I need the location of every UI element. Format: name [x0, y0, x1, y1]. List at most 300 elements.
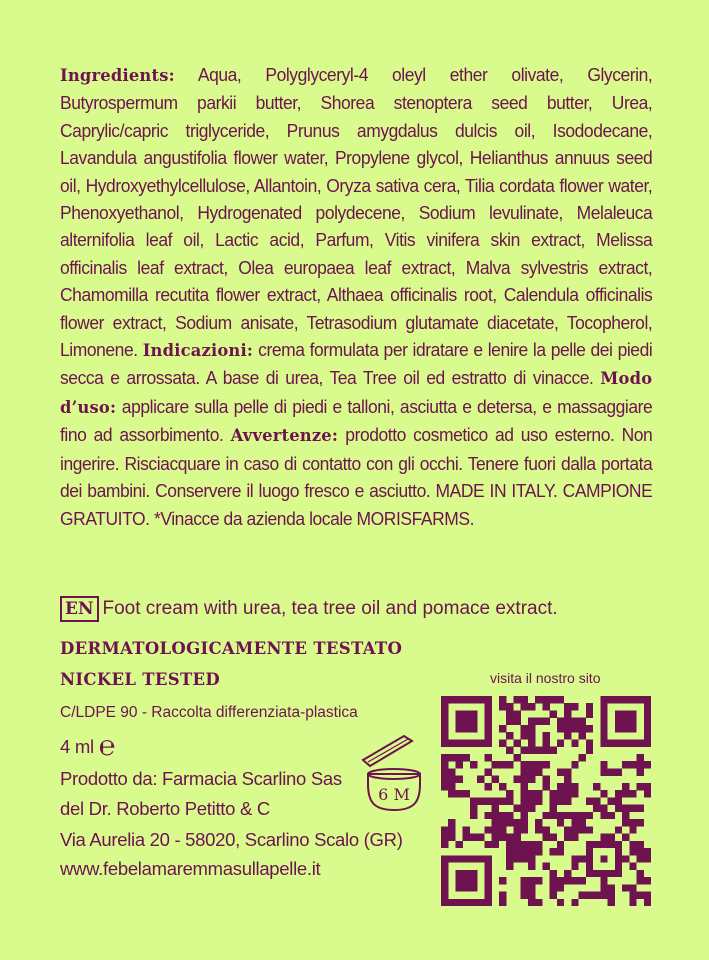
qr-module: [441, 834, 448, 841]
producer-website[interactable]: www.febelamaremmasullapelle.it: [60, 858, 321, 879]
qr-module: [506, 841, 513, 848]
qr-module: [608, 797, 615, 804]
qr-module: [615, 790, 622, 797]
qr-module: [622, 790, 629, 797]
qr-module: [629, 790, 636, 797]
avvertenze-heading: Avvertenze:: [230, 426, 339, 447]
qr-module: [600, 710, 607, 717]
qr-module: [557, 884, 564, 891]
qr-module: [455, 899, 462, 906]
qr-module: [506, 797, 513, 804]
qr-module: [484, 797, 491, 804]
qr-module: [484, 863, 491, 870]
qr-module: [463, 725, 470, 732]
qr-module: [593, 805, 600, 812]
qr-module: [477, 776, 484, 783]
qr-module: [455, 718, 462, 725]
qr-module: [492, 805, 499, 812]
qr-code[interactable]: [441, 696, 651, 906]
qr-module: [571, 855, 578, 862]
qr-module: [499, 703, 506, 710]
qr-module: [513, 718, 520, 725]
qr-module: [542, 696, 549, 703]
qr-module: [644, 783, 651, 790]
qr-module: [463, 877, 470, 884]
qr-module: [564, 826, 571, 833]
qr-module: [542, 732, 549, 739]
qr-module: [492, 834, 499, 841]
qr-module: [484, 739, 491, 746]
quantity: [60, 729, 116, 762]
qr-module: [608, 812, 615, 819]
qr-module: [608, 841, 615, 848]
qr-module: [571, 739, 578, 746]
qr-module: [535, 848, 542, 855]
qr-module: [484, 892, 491, 899]
qr-module: [564, 783, 571, 790]
qr-module: [615, 855, 622, 862]
modo-uso-heading: Modo d’uso:: [60, 369, 653, 418]
qr-module: [470, 812, 477, 819]
producer-address: Via Aurelia 20 - 58020, Scarlino Scalo (GR): [60, 829, 403, 850]
qr-module: [455, 870, 462, 877]
qr-module: [535, 841, 542, 848]
qr-module: [542, 812, 549, 819]
qr-module: [528, 718, 535, 725]
qr-module: [535, 826, 542, 833]
qr-module: [463, 696, 470, 703]
qr-module: [564, 703, 571, 710]
qr-module: [579, 892, 586, 899]
qr-module: [484, 768, 491, 775]
qr-module: [637, 739, 644, 746]
qr-module: [463, 710, 470, 717]
qr-module: [470, 855, 477, 862]
qr-module: [463, 739, 470, 746]
qr-module: [506, 812, 513, 819]
qr-module: [470, 725, 477, 732]
qr-module: [615, 725, 622, 732]
qr-module: [564, 732, 571, 739]
qr-module: [528, 797, 535, 804]
qr-module: [629, 863, 636, 870]
qr-module: [441, 884, 448, 891]
qr-module: [484, 783, 491, 790]
qr-module: [463, 754, 470, 761]
qr-module: [441, 870, 448, 877]
qr-module: [542, 718, 549, 725]
qr-module: [622, 812, 629, 819]
qr-module: [441, 696, 448, 703]
qr-module: [557, 696, 564, 703]
avvertenze-text: prodotto cosmetico ad uso esterno. Non ingerire. Risciacquare in caso di contatto con gli occhi. Tenere fuori dalla portata dei bambini. Conservere il luogo fresco e asciutto. MADE IN ITALY. CAMPIONE GRATUITO. *Vinacce da azienda locale MORISFARMS.: [60, 425, 653, 529]
qr-module: [535, 797, 542, 804]
qr-module: [470, 710, 477, 717]
qr-module: [506, 761, 513, 768]
qr-module: [470, 870, 477, 877]
qr-module: [499, 696, 506, 703]
qr-module: [644, 899, 651, 906]
quantity-value: 4 ml: [60, 736, 94, 757]
qr-module: [441, 732, 448, 739]
qr-module: [593, 892, 600, 899]
qr-module: [441, 739, 448, 746]
qr-module: [470, 834, 477, 841]
qr-module: [521, 812, 528, 819]
qr-module: [622, 805, 629, 812]
qr-module: [477, 739, 484, 746]
qr-module: [470, 797, 477, 804]
qr-module: [586, 855, 593, 862]
qr-module: [600, 768, 607, 775]
qr-module: [564, 870, 571, 877]
qr-module: [622, 761, 629, 768]
qr-module: [506, 855, 513, 862]
qr-module: [492, 841, 499, 848]
qr-module: [492, 761, 499, 768]
qr-module: [600, 696, 607, 703]
ingredients-paragraph: [60, 62, 652, 533]
qr-module: [455, 754, 462, 761]
qr-caption: visita il nostro sito: [490, 670, 601, 686]
qr-module: [521, 841, 528, 848]
qr-module: [513, 834, 520, 841]
qr-module: [492, 776, 499, 783]
qr-module: [557, 718, 564, 725]
qr-module: [535, 761, 542, 768]
qr-module: [448, 768, 455, 775]
qr-module: [521, 877, 528, 884]
qr-module: [477, 855, 484, 862]
qr-module: [448, 776, 455, 783]
qr-module: [521, 884, 528, 891]
qr-module: [484, 754, 491, 761]
qr-module: [637, 768, 644, 775]
qr-module: [484, 718, 491, 725]
qr-module: [586, 826, 593, 833]
qr-module: [608, 892, 615, 899]
qr-module: [600, 877, 607, 884]
qr-module: [463, 834, 470, 841]
qr-module: [629, 899, 636, 906]
qr-module: [477, 834, 484, 841]
qr-module: [484, 877, 491, 884]
qr-module: [600, 761, 607, 768]
qr-module: [564, 776, 571, 783]
qr-module: [506, 819, 513, 826]
qr-module: [542, 739, 549, 746]
qr-module: [448, 696, 455, 703]
producer-line-2: del Dr. Roberto Petitto & C: [60, 798, 270, 819]
qr-module: [600, 855, 607, 862]
qr-module: [535, 718, 542, 725]
qr-module: [615, 768, 622, 775]
qr-module: [550, 747, 557, 754]
qr-module: [441, 826, 448, 833]
qr-module: [470, 899, 477, 906]
qr-module: [542, 761, 549, 768]
qr-module: [557, 725, 564, 732]
qr-module: [484, 725, 491, 732]
english-text: Foot cream with urea, tea tree oil and pomace extract.: [102, 598, 558, 619]
qr-module: [528, 761, 535, 768]
qr-module: [550, 877, 557, 884]
qr-module: [521, 761, 528, 768]
qr-module: [615, 848, 622, 855]
qr-module: [455, 790, 462, 797]
qr-module: [615, 710, 622, 717]
qr-module: [586, 870, 593, 877]
qr-module: [506, 863, 513, 870]
qr-module: [557, 739, 564, 746]
qr-module: [564, 710, 571, 717]
qr-module: [622, 739, 629, 746]
qr-module: [441, 776, 448, 783]
open-jar-icon: [358, 732, 430, 816]
qr-module: [455, 739, 462, 746]
qr-module: [615, 826, 622, 833]
qr-module: [521, 892, 528, 899]
qr-module: [441, 855, 448, 862]
qr-module: [499, 819, 506, 826]
nickel-tested-claim: NICKEL TESTED: [60, 670, 221, 689]
qr-module: [528, 725, 535, 732]
qr-module: [455, 884, 462, 891]
qr-module: [644, 761, 651, 768]
qr-module: [441, 710, 448, 717]
qr-module: [557, 819, 564, 826]
qr-module: [593, 841, 600, 848]
qr-module: [542, 783, 549, 790]
qr-module: [608, 696, 615, 703]
qr-module: [644, 732, 651, 739]
qr-module: [528, 768, 535, 775]
qr-module: [644, 739, 651, 746]
qr-module: [441, 768, 448, 775]
qr-module: [455, 761, 462, 768]
qr-module: [463, 870, 470, 877]
qr-module: [463, 899, 470, 906]
qr-module: [637, 877, 644, 884]
qr-module: [448, 826, 455, 833]
qr-module: [629, 718, 636, 725]
qr-module: [470, 805, 477, 812]
qr-module: [608, 739, 615, 746]
qr-module: [637, 870, 644, 877]
qr-module: [557, 768, 564, 775]
qr-module: [528, 863, 535, 870]
qr-module: [571, 718, 578, 725]
qr-module: [448, 834, 455, 841]
qr-module: [571, 725, 578, 732]
qr-module: [441, 783, 448, 790]
qr-module: [448, 855, 455, 862]
qr-module: [521, 855, 528, 862]
qr-module: [644, 877, 651, 884]
qr-module: [542, 776, 549, 783]
qr-module: [557, 812, 564, 819]
qr-module: [542, 863, 549, 870]
qr-module: [528, 732, 535, 739]
qr-module: [521, 747, 528, 754]
qr-module: [586, 812, 593, 819]
qr-module: [629, 819, 636, 826]
qr-module: [550, 812, 557, 819]
qr-module: [600, 790, 607, 797]
qr-module: [513, 754, 520, 761]
qr-module: [535, 899, 542, 906]
qr-module: [521, 776, 528, 783]
qr-module: [564, 790, 571, 797]
qr-module: [463, 790, 470, 797]
qr-module: [550, 797, 557, 804]
qr-module: [593, 797, 600, 804]
dermatologically-tested-claim: DERMATOLOGICAMENTE TESTATO: [60, 639, 403, 658]
qr-module: [629, 805, 636, 812]
qr-module: [470, 761, 477, 768]
qr-module: [535, 768, 542, 775]
qr-module: [499, 877, 506, 884]
qr-module: [513, 848, 520, 855]
qr-module: [513, 696, 520, 703]
qr-module: [579, 855, 586, 862]
qr-module: [499, 826, 506, 833]
qr-module: [622, 696, 629, 703]
qr-module: [622, 884, 629, 891]
qr-module: [521, 797, 528, 804]
qr-module: [441, 877, 448, 884]
qr-module: [637, 892, 644, 899]
qr-module: [542, 826, 549, 833]
qr-module: [600, 892, 607, 899]
qr-module: [637, 761, 644, 768]
qr-module: [622, 710, 629, 717]
qr-module: [484, 855, 491, 862]
qr-module: [564, 877, 571, 884]
qr-module: [579, 725, 586, 732]
qr-module: [571, 783, 578, 790]
qr-module: [521, 848, 528, 855]
qr-module: [521, 819, 528, 826]
qr-module: [586, 739, 593, 746]
qr-module: [455, 725, 462, 732]
qr-module: [600, 841, 607, 848]
qr-module: [484, 899, 491, 906]
qr-module: [615, 718, 622, 725]
qr-module: [499, 739, 506, 746]
qr-module: [644, 855, 651, 862]
qr-module: [499, 892, 506, 899]
qr-module: [615, 841, 622, 848]
qr-module: [441, 718, 448, 725]
qr-module: [586, 797, 593, 804]
qr-module: [586, 841, 593, 848]
qr-module: [557, 848, 564, 855]
qr-module: [492, 812, 499, 819]
modo-uso-text: applicare sulla pelle di piedi e talloni, asciutta e detersa, e massaggiare fino ad assorbimento.: [60, 396, 653, 446]
qr-module: [528, 776, 535, 783]
qr-module: [557, 797, 564, 804]
qr-module: [629, 884, 636, 891]
qr-module: [586, 848, 593, 855]
qr-module: [521, 696, 528, 703]
qr-module: [535, 790, 542, 797]
qr-module: [521, 783, 528, 790]
qr-module: [579, 826, 586, 833]
qr-module: [571, 819, 578, 826]
qr-module: [463, 718, 470, 725]
qr-module: [622, 718, 629, 725]
qr-module: [622, 819, 629, 826]
qr-module: [484, 841, 491, 848]
qr-module: [499, 834, 506, 841]
qr-module: [600, 870, 607, 877]
qr-module: [608, 870, 615, 877]
qr-module: [528, 703, 535, 710]
qr-module: [441, 892, 448, 899]
qr-module: [637, 841, 644, 848]
indicazioni-text: crema formulata per idratare e lenire la pelle dei piedi secca e arrossata. A base di urea, Tea Tree oil ed estratto di vinacce.: [60, 340, 653, 389]
qr-module: [506, 718, 513, 725]
qr-module: [521, 725, 528, 732]
qr-module: [550, 790, 557, 797]
qr-module: [484, 826, 491, 833]
qr-module: [571, 761, 578, 768]
qr-module: [448, 754, 455, 761]
qr-module: [506, 703, 513, 710]
qr-module: [506, 848, 513, 855]
qr-module: [477, 797, 484, 804]
qr-module: [455, 877, 462, 884]
qr-module: [586, 892, 593, 899]
qr-module: [644, 790, 651, 797]
qr-module: [637, 819, 644, 826]
qr-module: [571, 826, 578, 833]
qr-module: [579, 732, 586, 739]
recycling-info: C/LDPE 90 - Raccolta differenziata-plastica: [60, 704, 358, 721]
qr-module: [535, 696, 542, 703]
qr-module: [470, 877, 477, 884]
qr-module: [622, 855, 629, 862]
qr-module: [448, 790, 455, 797]
qr-module: [571, 812, 578, 819]
ingredients-heading: Ingredients:: [60, 66, 175, 86]
qr-module: [557, 877, 564, 884]
qr-module: [579, 819, 586, 826]
qr-module: [557, 790, 564, 797]
qr-module: [615, 863, 622, 870]
qr-module: [622, 725, 629, 732]
qr-module: [571, 834, 578, 841]
qr-module: [470, 718, 477, 725]
qr-module: [600, 805, 607, 812]
qr-module: [528, 790, 535, 797]
qr-module: [608, 899, 615, 906]
qr-module: [499, 761, 506, 768]
qr-module: [600, 725, 607, 732]
qr-module: [542, 834, 549, 841]
qr-module: [455, 841, 462, 848]
qr-module: [550, 884, 557, 891]
qr-module: [521, 703, 528, 710]
qr-module: [499, 812, 506, 819]
qr-module: [600, 732, 607, 739]
qr-module: [441, 761, 448, 768]
qr-module: [463, 884, 470, 891]
qr-module: [441, 899, 448, 906]
qr-module: [448, 819, 455, 826]
qr-module: [629, 710, 636, 717]
